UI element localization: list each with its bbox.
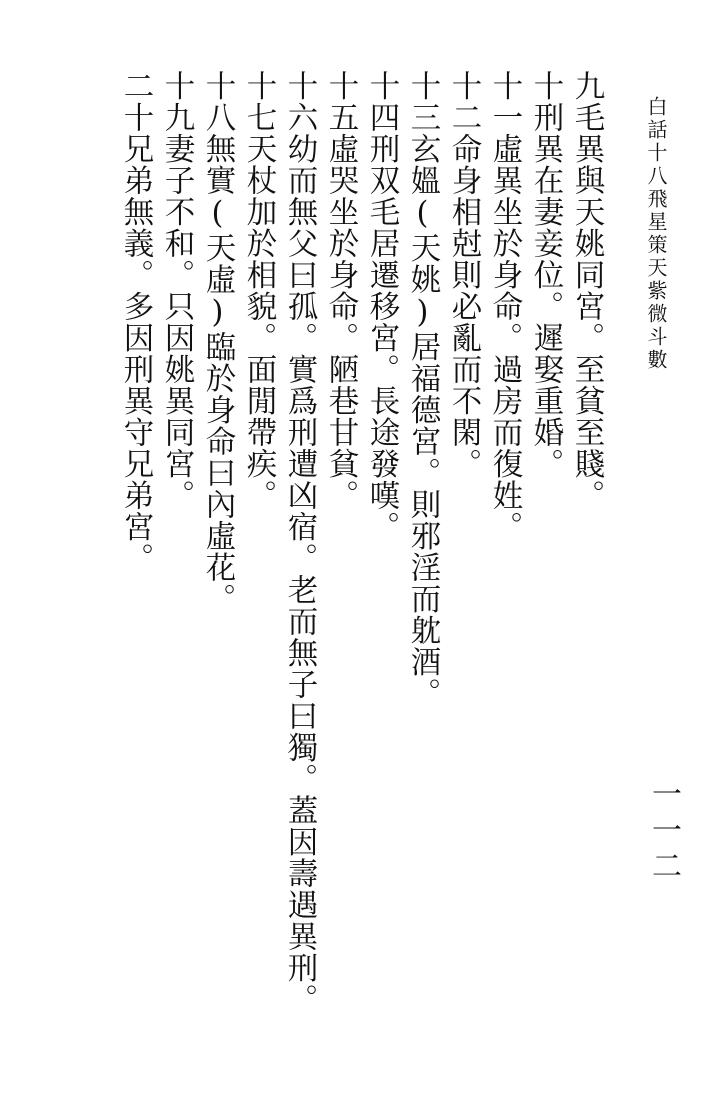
verse-19 — [156, 70, 197, 900]
verse-9 — [566, 70, 607, 900]
verse-12 — [443, 70, 484, 900]
verse-text: 毛異與天姚同宮。至貧至賤。 — [569, 101, 604, 511]
running-header: 白話十八飛星策天紫微斗數 — [644, 96, 668, 372]
verse-text: 刑双毛居遷移宮。長途發嘆。 — [364, 133, 399, 543]
verse-text: 刑異在妻妾位。遲娶重婚。 — [528, 101, 563, 480]
verse-text: 玄媼(天姚)居福德宮。則邪淫而躭酒。 — [405, 133, 440, 709]
verse-10 — [525, 70, 566, 900]
verse-number: 十四 — [364, 70, 399, 133]
verse-11 — [484, 70, 525, 900]
verse-number: 十二 — [446, 70, 481, 133]
verse-number: 十 — [528, 70, 563, 102]
verse-text: 兄弟無義。多因刑異守兄弟宮。 — [118, 133, 153, 574]
page-number: 一一二 — [646, 778, 681, 886]
verse-14 — [361, 70, 402, 900]
verse-list — [115, 70, 607, 1015]
verse-20 — [115, 70, 156, 900]
verse-number: 二十 — [118, 70, 153, 133]
verse-number: 十八 — [200, 70, 235, 133]
verse-13 — [402, 70, 443, 900]
verse-text: 虛異坐於身命。過房而復姓。 — [487, 133, 522, 543]
verse-text: 命身相尅則必亂而不閑。 — [446, 133, 481, 480]
verse-number: 九 — [569, 70, 604, 102]
verse-number: 十五 — [323, 70, 358, 133]
verse-number: 十六 — [282, 70, 317, 133]
verse-number: 十三 — [405, 70, 440, 133]
verse-15 — [320, 70, 361, 900]
verse-18 — [197, 70, 238, 900]
verse-text: 虛哭坐於身命。陋巷甘貧。 — [323, 133, 358, 511]
verse-16 — [279, 70, 320, 1015]
verse-text: 天杖加於相貌。面閒帶疾。 — [241, 133, 276, 511]
verse-text: 無實(天虛)臨於身命曰內虛花。 — [200, 133, 235, 615]
verse-17 — [238, 70, 279, 900]
verse-number: 十七 — [241, 70, 276, 133]
verse-text: 幼而無父曰孤。實爲刑遭凶宿。老而無子曰獨。蓋因壽遇異刑。 — [282, 133, 317, 1015]
verse-text: 妻子不和。只因姚異同宮。 — [159, 133, 194, 511]
verse-number: 十九 — [159, 70, 194, 133]
verse-number: 十一 — [487, 70, 522, 133]
